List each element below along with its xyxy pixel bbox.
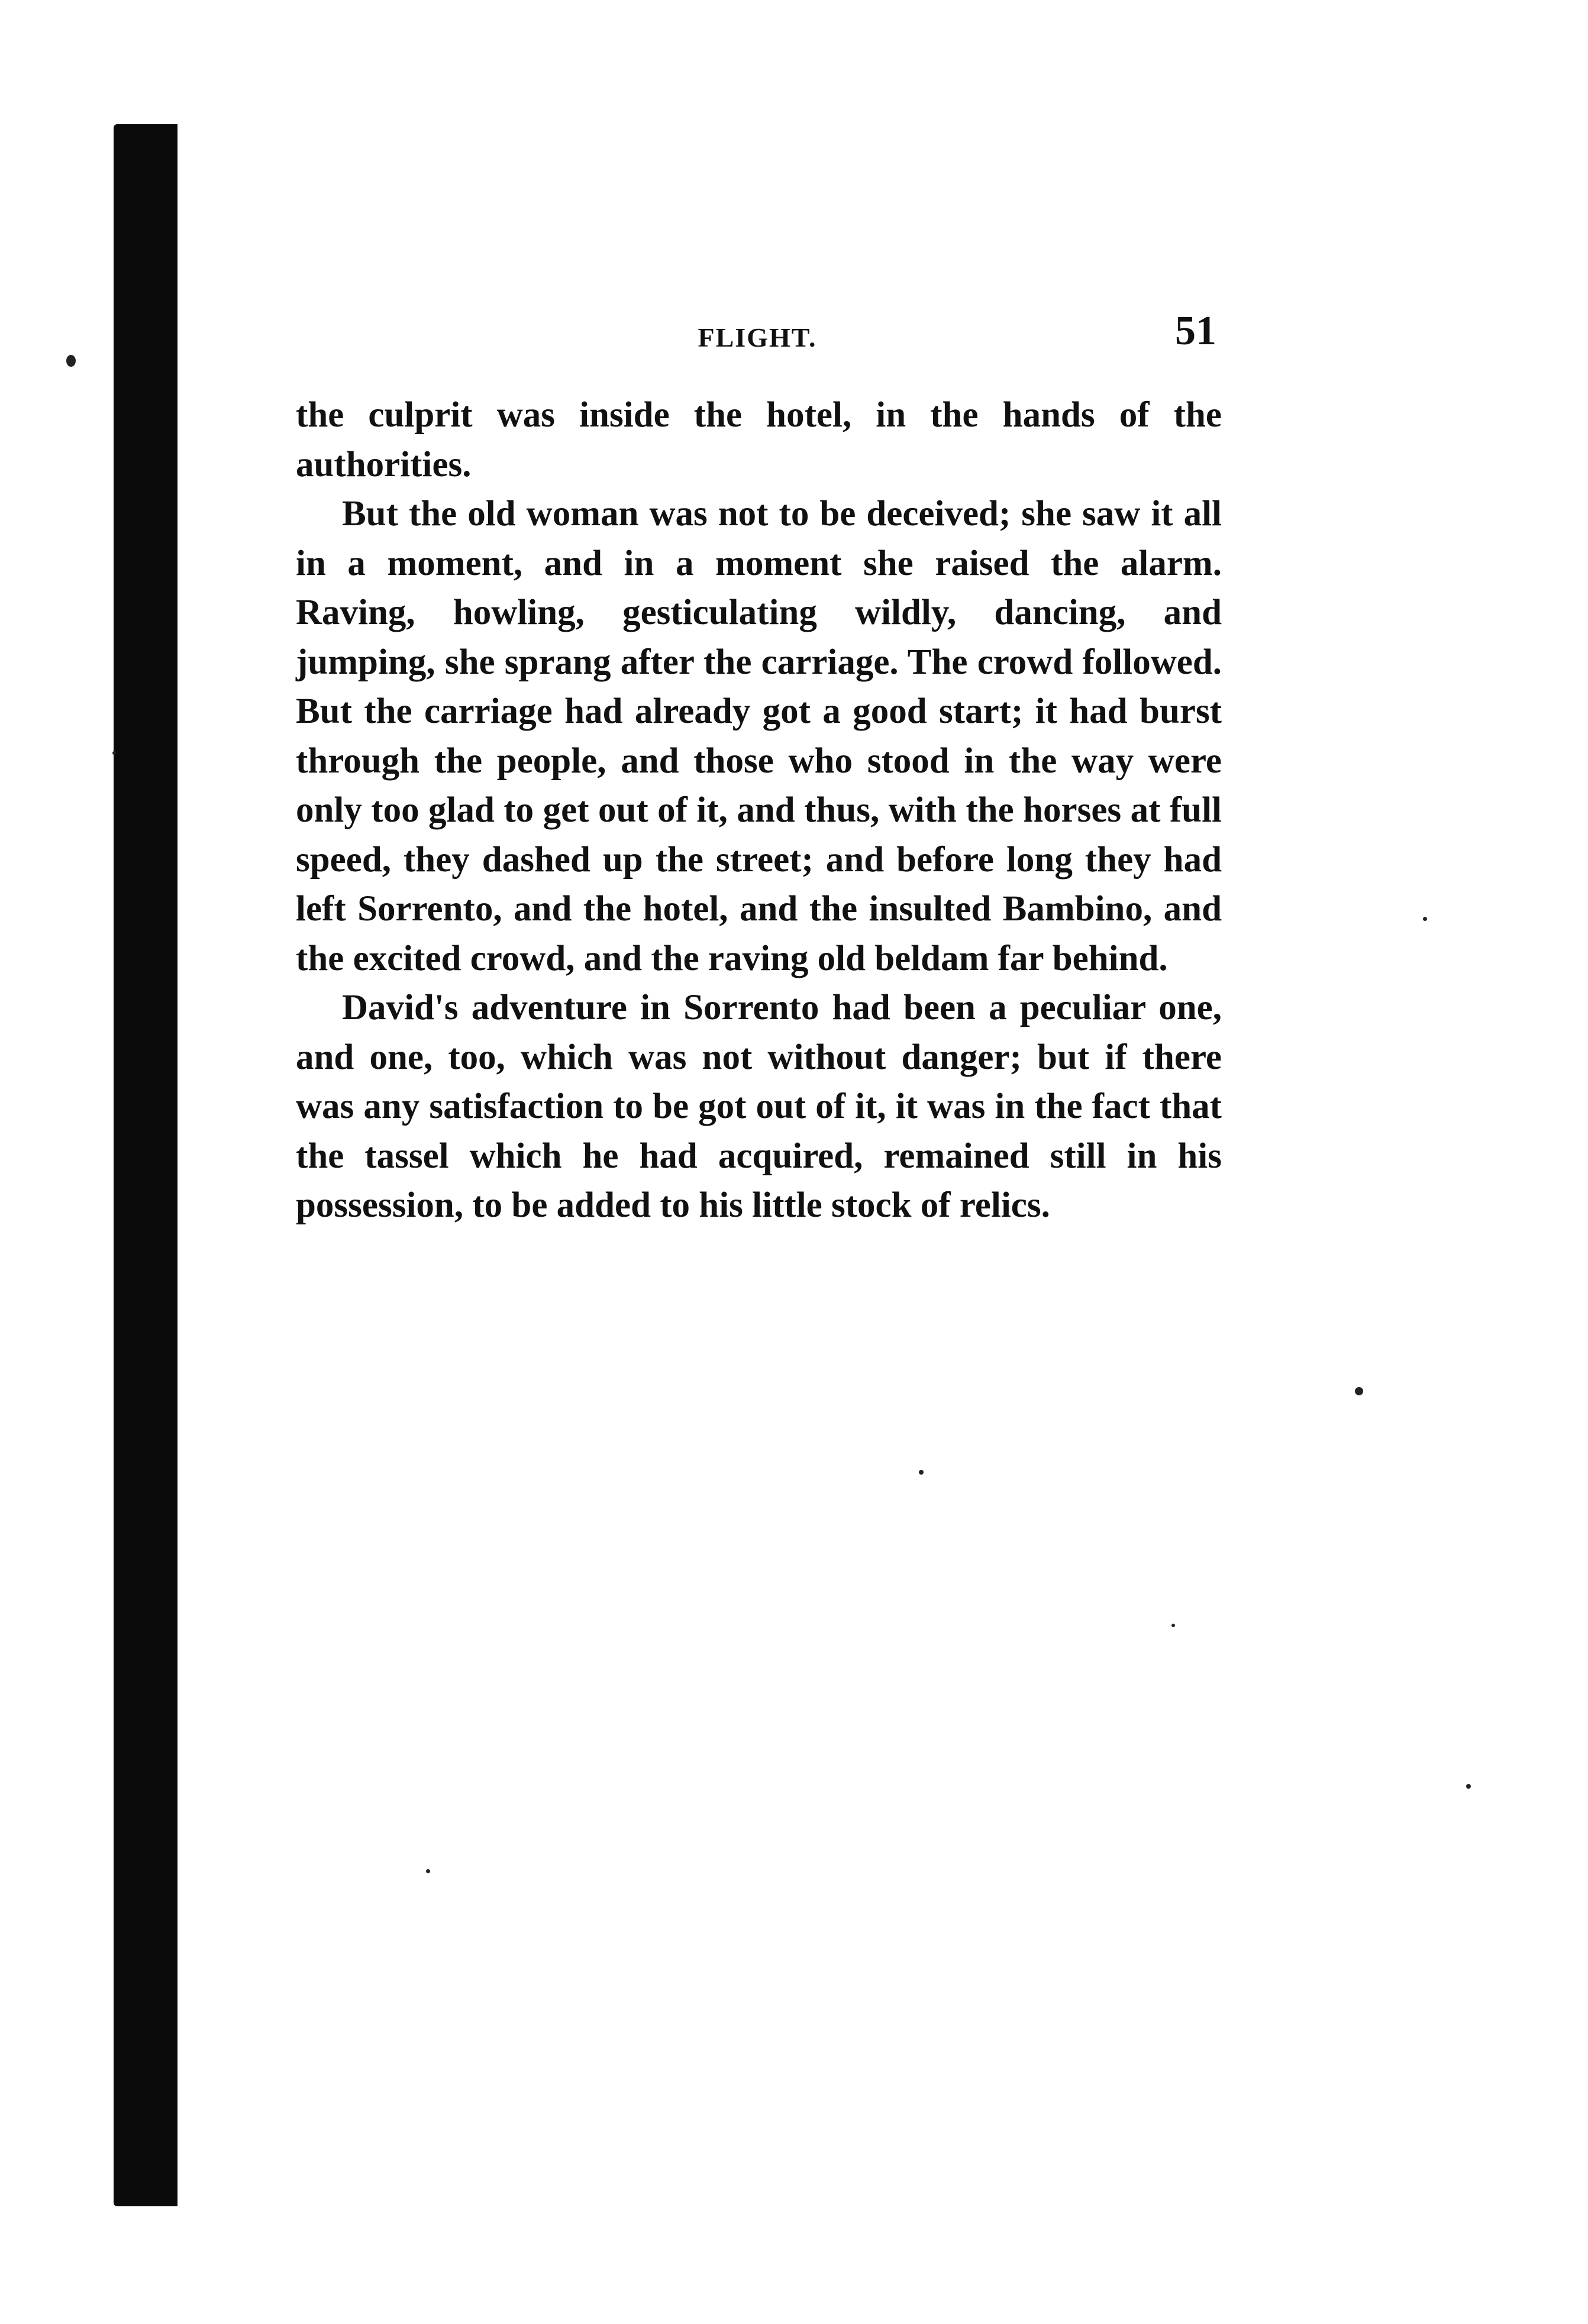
running-title: FLIGHT. xyxy=(698,322,817,353)
print-speck xyxy=(919,1470,924,1475)
book-spine-shadow xyxy=(114,124,177,2206)
print-speck xyxy=(112,751,116,755)
print-speck xyxy=(1171,1624,1175,1627)
page-number: 51 xyxy=(1175,308,1216,354)
print-speck xyxy=(1466,1784,1471,1789)
paragraph-continuation: the culprit was inside the hotel, in the hands of the authorities. xyxy=(296,395,1222,484)
paragraph-adventure: David's adventure in Sorrento had been a peculiar one, and one, too, which was not without danger; but if there was any satisfaction to be got out of it, it was in the fact that the tassel which he had acquired, remained still in his possession, to be added to his little stock of relics. xyxy=(296,988,1222,1225)
paragraph-alarm: But the old woman was not to be deceived; she saw it all in a moment, and in a moment she raised the alarm. Raving, howling, gesticulating wildly, dancing, and jumping, she sprang after the carriage. The crowd followed. But the carriage had already got a good start; it had burst through the people, and those who stood in the way were only too glad to get out of it, and thus, with the horses at full speed, they dashed up the street; and before long they had left Sorrento, and the hotel, and the insulted Bambino, and the excited crowd, and the raving old beldam far behind. xyxy=(296,494,1222,978)
body-text xyxy=(296,390,1222,1230)
print-speck xyxy=(66,355,76,367)
print-speck xyxy=(426,1869,430,1873)
running-head xyxy=(296,308,1219,361)
print-speck xyxy=(1355,1387,1363,1395)
print-speck xyxy=(1423,917,1427,921)
